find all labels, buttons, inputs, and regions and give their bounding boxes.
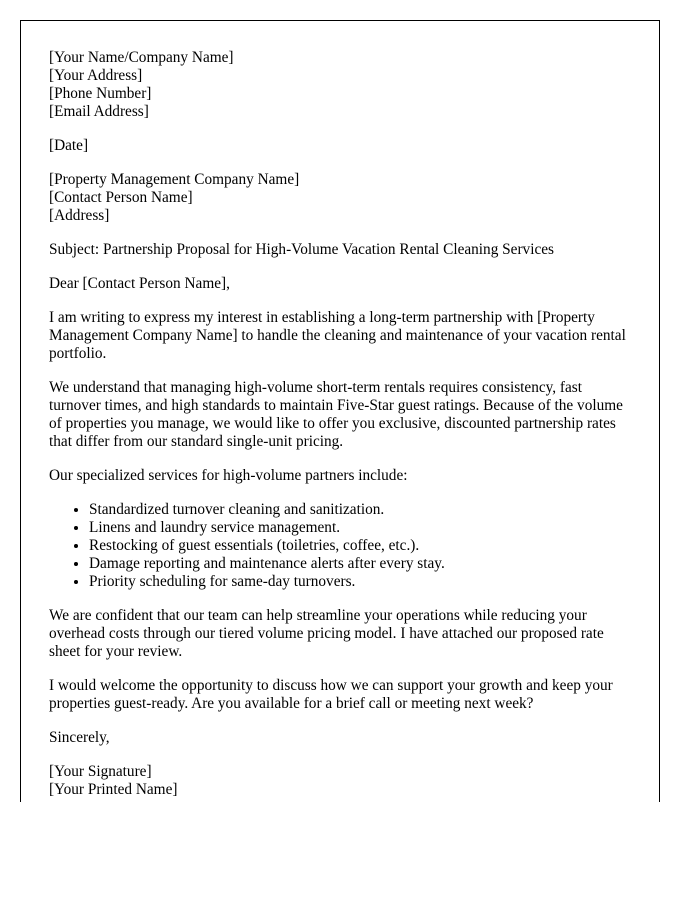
recipient-contact: [Contact Person Name] <box>49 189 193 206</box>
sender-email: [Email Address] <box>49 103 149 120</box>
recipient-address: [Address] <box>49 207 110 224</box>
subject-line: Subject: Partnership Proposal for High-Volume Vacation Rental Cleaning Services <box>49 241 554 258</box>
body-paragraph-pricing: We are confident that our team can help streamline your operations while reducing your overhead costs through our tiered volume pricing model. I have attached our proposed rate sheet for your review. <box>49 607 604 660</box>
body-paragraph-intro: I am writing to express my interest in establishing a long-term partnership with [Property Management Company Name] to handle the cleaning and maintenance of your vacation rental portfolio. <box>49 309 626 362</box>
services-list-item: • Restocking of guest essentials (toiletries, coffee, etc.). <box>89 537 633 555</box>
services-list-item: • Linens and laundry service management. <box>89 519 633 537</box>
salutation: Dear [Contact Person Name], <box>49 275 230 292</box>
closing: Sincerely, <box>49 729 110 746</box>
printed-name: [Your Printed Name] <box>49 781 178 798</box>
sender-phone: [Phone Number] <box>49 85 152 102</box>
letter-page <box>20 20 660 802</box>
signature-block <box>49 763 633 799</box>
body-paragraph-call-to-action: I would welcome the opportunity to discuss how we can support your growth and keep your properties guest-ready. Are you available for a brief call or meeting next week? <box>49 677 613 712</box>
services-list-item: • Standardized turnover cleaning and sanitization. <box>89 501 633 519</box>
services-list-item: • Damage reporting and maintenance alerts after every stay. <box>89 555 633 573</box>
letter-date: [Date] <box>49 137 89 154</box>
services-list <box>49 501 633 591</box>
body-paragraph-services-intro: Our specialized services for high-volume partners include: <box>49 467 408 484</box>
recipient-block <box>49 171 633 225</box>
letter-content <box>49 49 633 802</box>
services-list-item: • Priority scheduling for same-day turnovers. <box>89 573 633 591</box>
body-paragraph-offer: We understand that managing high-volume short-term rentals requires consistency, fast turnover times, and high standards to maintain Five-Star guest ratings. Because of the volume of properties you manage, we would like to offer you exclusive, discounted partnership rates that differ from our standard single-unit pricing. <box>49 379 623 450</box>
sender-name: [Your Name/Company Name] <box>49 49 234 66</box>
sender-block <box>49 49 633 121</box>
signature-placeholder: [Your Signature] <box>49 763 152 780</box>
sender-address: [Your Address] <box>49 67 143 84</box>
recipient-company: [Property Management Company Name] <box>49 171 300 188</box>
